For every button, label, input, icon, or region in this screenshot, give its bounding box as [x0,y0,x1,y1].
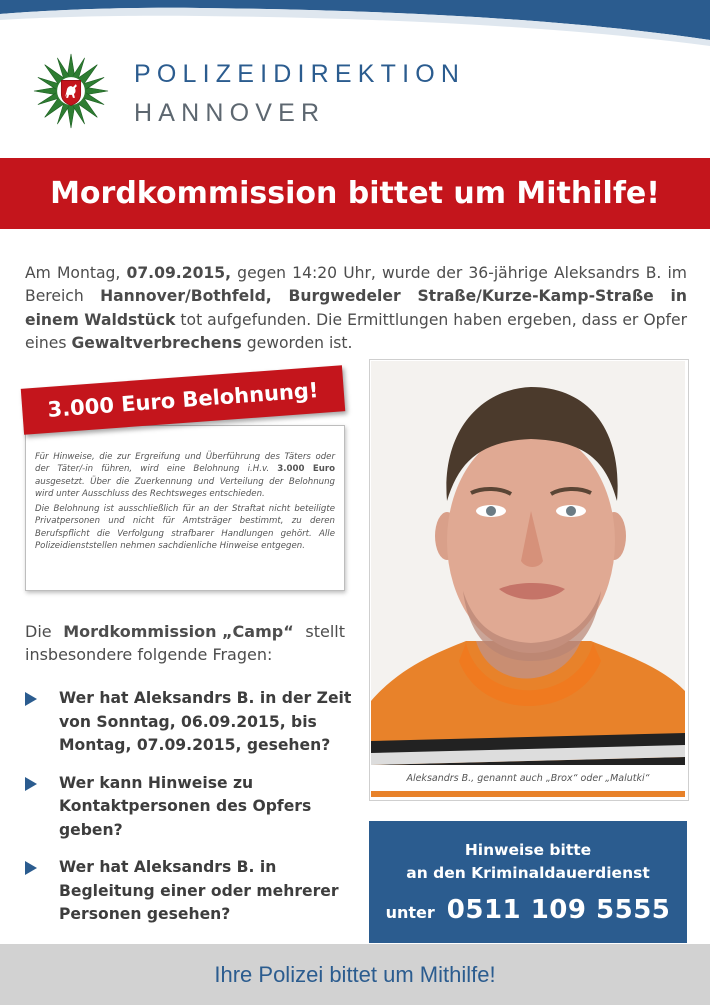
reward-badge-label: 3.000 Euro Belohnung! [46,378,320,422]
footer-bar [0,944,710,1005]
list-item [25,772,355,843]
reward-amount: 3.000 Euro [277,464,335,475]
intro-text-4: geworden ist. [241,333,353,352]
intro-text-3: tot aufgefunden. Die Ermittlungen haben ergeben, dass er Opfer eines [25,310,687,352]
questions-list [25,687,355,941]
arrow-right-icon [25,777,37,791]
org-name-line2: HANNOVER [134,99,326,127]
footer-slogan: Ihre Polizei bittet um Mithilfe! [214,961,496,987]
arrow-right-icon [25,861,37,875]
question-text: Wer hat Aleksandrs B. in der Zeit von Sonntag, 06.09.2015, bis Montag, 07.09.2015, gesehen? [59,689,352,754]
questions-intro-line1 [25,620,345,643]
contact-line1: Hinweise bitte [464,841,592,859]
commission-name: Mordkommission „Camp“ [63,622,294,641]
list-item [25,856,355,927]
questions-intro-line2: insbesondere folgende Fragen: [25,645,273,664]
question-text: Wer kann Hinweise zu Kontaktpersonen des Opfers geben? [59,773,312,839]
headline: Mordkommission bittet um Mithilfe! [50,176,660,211]
victim-photo [371,361,685,797]
reward-paragraph-1 [35,451,335,500]
intro-date: 07.09.2015, [126,264,232,282]
intro-paragraph [25,262,687,355]
intro-text-2: gegen 14:20 Uhr, wurde der 36-jährige Aleksandrs B. im Bereich [25,264,687,306]
photo-caption: Aleksandrs B., genannt auch „Brox“ oder „Malutki“ [371,765,685,791]
arrow-right-icon [25,692,37,706]
questions-intro-word3: stellt [305,622,345,641]
intro-location: Hannover/Bothfeld, Burgwedeler Straße/Kurze-Kamp-Straße in einem Waldstück [25,287,687,329]
intro-crime: Gewaltverbrechens [71,333,242,352]
list-item [25,687,355,758]
intro-text-1: Am Montag, [25,264,127,282]
contact-phone-row [369,895,687,925]
header-swoosh [0,0,710,60]
org-name-line1: POLIZEIDIREKTION [134,60,466,88]
reward-text-b: ausgesetzt. Über die Zuerkennung und Verteilung der Belohnung wird unter Ausschluss des Rechtsweges entschieden. [35,476,335,499]
questions-intro [25,620,345,666]
reward-text [35,451,335,555]
contact-line2: an den Kriminaldauerdienst [406,864,650,882]
reward-paragraph-2: Die Belohnung ist ausschließlich für an der Straftat nicht beteiligte Privatpersonen und nicht für Amtsträger bestimmt, zu deren Berufspflicht die Verfolgung strafbarer Handlungen gehört. Alle Polizeidienststellen nehmen sachdienliche Hinweise entgegen. [35,504,335,552]
question-text: Wer hat Aleksandrs B. in Begleitung einer oder mehrerer Personen gesehen? [59,858,339,923]
contact-box [369,821,687,943]
reward-text-a: Für Hinweise, die zur Ergreifung und Überführung des Täters oder der Täter/-in führen, wird eine Belohnung i.H.v. [35,452,335,475]
contact-prefix: unter [385,903,435,922]
police-star-badge-icon [32,52,110,130]
questions-intro-word1: Die [25,622,52,641]
reward-info-box [25,425,345,591]
contact-phone-number: 0511 109 5555 [446,895,671,925]
headline-banner [0,158,710,229]
